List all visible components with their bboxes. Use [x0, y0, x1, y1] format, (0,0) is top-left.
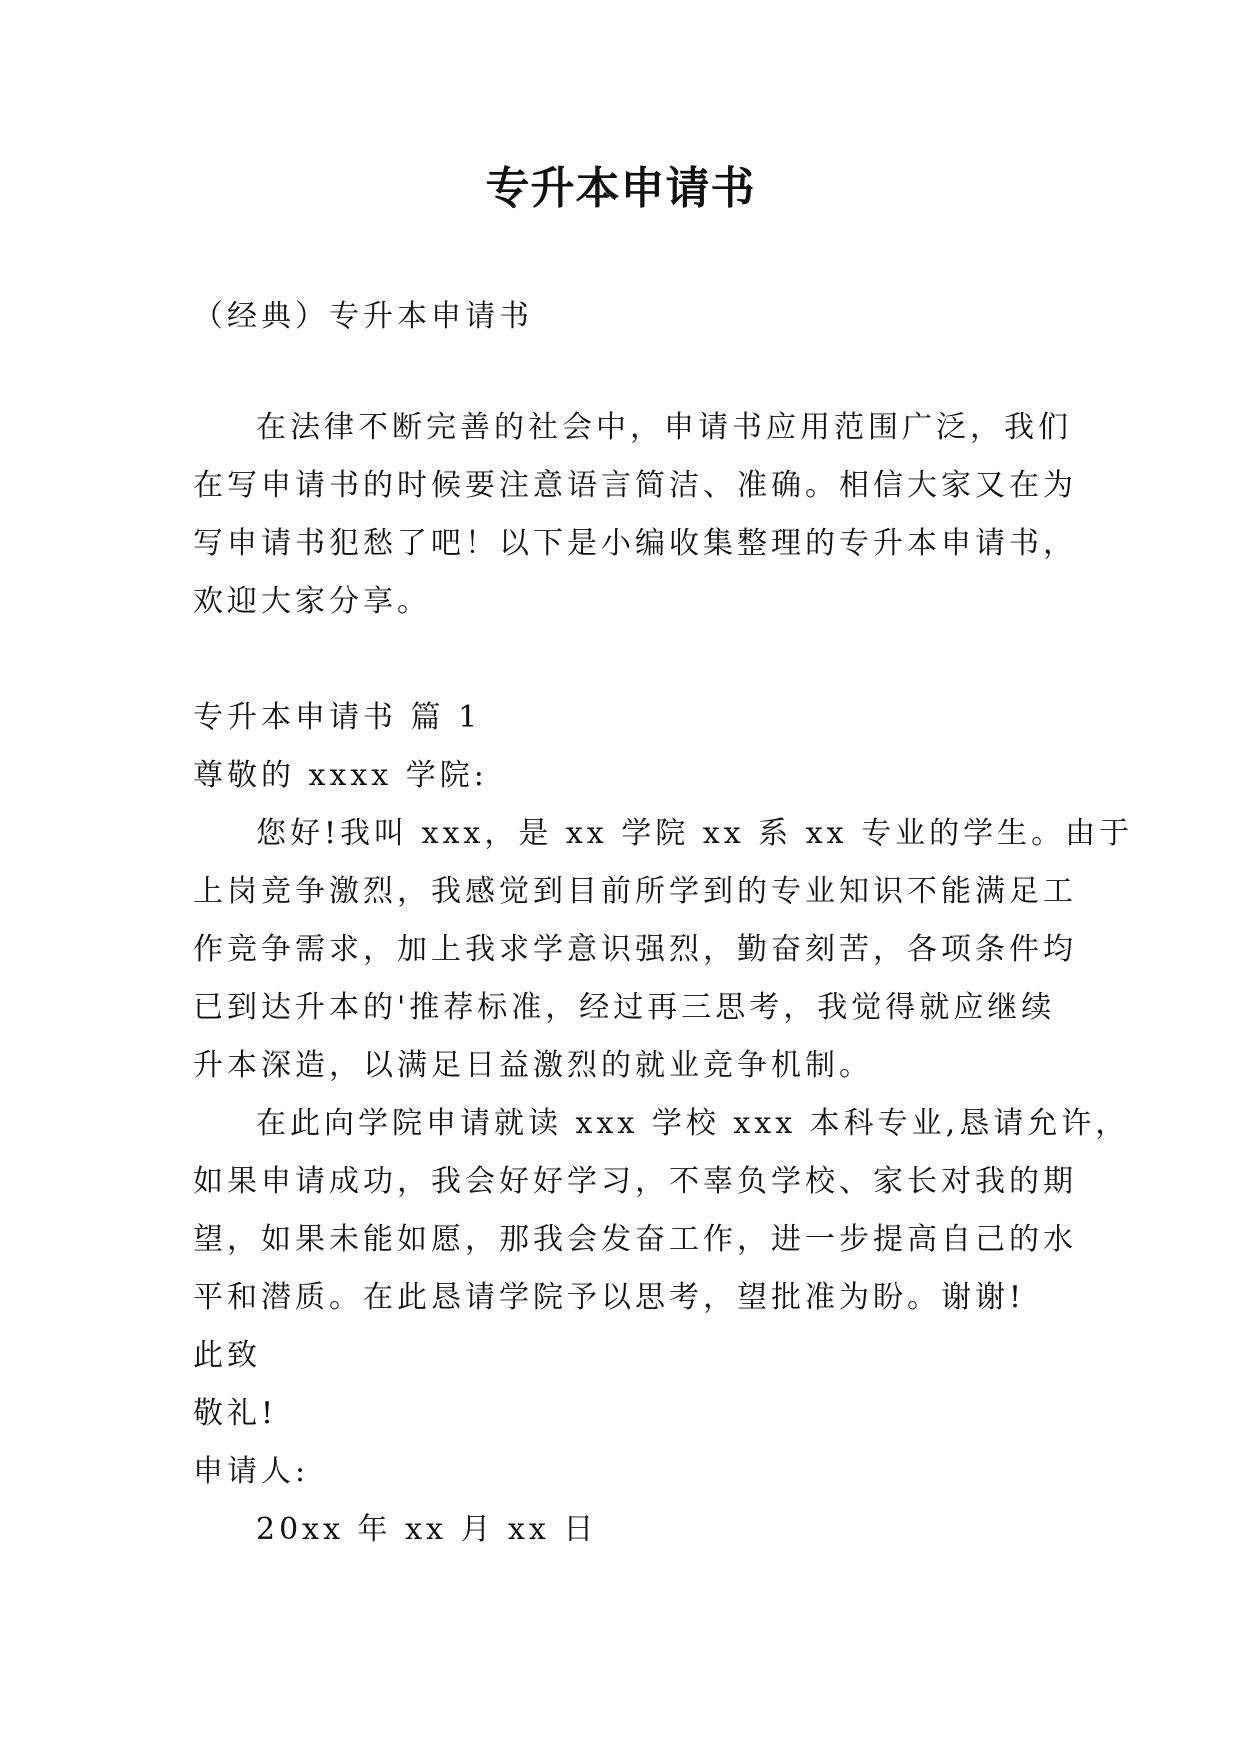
body-para2-line-1: 在此向学院申请就读 xxx 学校 xxx 本科专业,恳请允许，	[256, 1106, 1130, 1141]
date-line: 20xx 年 xx 月 xx 日	[256, 1512, 598, 1547]
closing-line-1: 此致	[193, 1338, 261, 1373]
body-para2-line-4: 平和潜质。在此恳请学院予以思考，望批准为盼。谢谢!	[193, 1280, 1026, 1315]
document-subtitle: （经典）专升本申请书	[193, 299, 533, 334]
body-para1-line-4: 已到达升本的'推荐标准，经过再三思考，我觉得就应继续	[193, 990, 1056, 1025]
intro-line-2: 在写申请书的时候要注意语言简洁、准确。相信大家又在为	[193, 468, 1077, 503]
body-para1-line-5: 升本深造，以满足日益激烈的就业竞争机制。	[193, 1048, 873, 1083]
closing-line-2: 敬礼!	[193, 1396, 278, 1431]
document-title: 专升本申请书	[485, 163, 756, 214]
body-para2-line-3: 望，如果未能如愿，那我会发奋工作，进一步提高自己的水	[193, 1222, 1077, 1257]
applicant-line: 申请人:	[193, 1454, 310, 1489]
body-para1-line-2: 上岗竞争激烈，我感觉到目前所学到的专业知识不能满足工	[193, 874, 1077, 909]
salutation: 尊敬的 xxxx 学院:	[193, 758, 488, 793]
body-para1-line-1: 您好!我叫 xxx，是 xx 学院 xx 系 xx 专业的学生。由于	[256, 816, 1134, 851]
body-para2-line-2: 如果申请成功，我会好好学习，不辜负学校、家长对我的期	[193, 1164, 1077, 1199]
intro-line-4: 欢迎大家分享。	[193, 584, 431, 619]
intro-line-3: 写申请书犯愁了吧！以下是小编收集整理的专升本申请书，	[193, 526, 1077, 561]
section-heading: 专升本申请书 篇 1	[193, 700, 482, 735]
body-para1-line-3: 作竞争需求，加上我求学意识强烈，勤奋刻苦，各项条件均	[193, 932, 1077, 967]
intro-line-1: 在法律不断完善的社会中，申请书应用范围广泛，我们	[256, 410, 1072, 445]
